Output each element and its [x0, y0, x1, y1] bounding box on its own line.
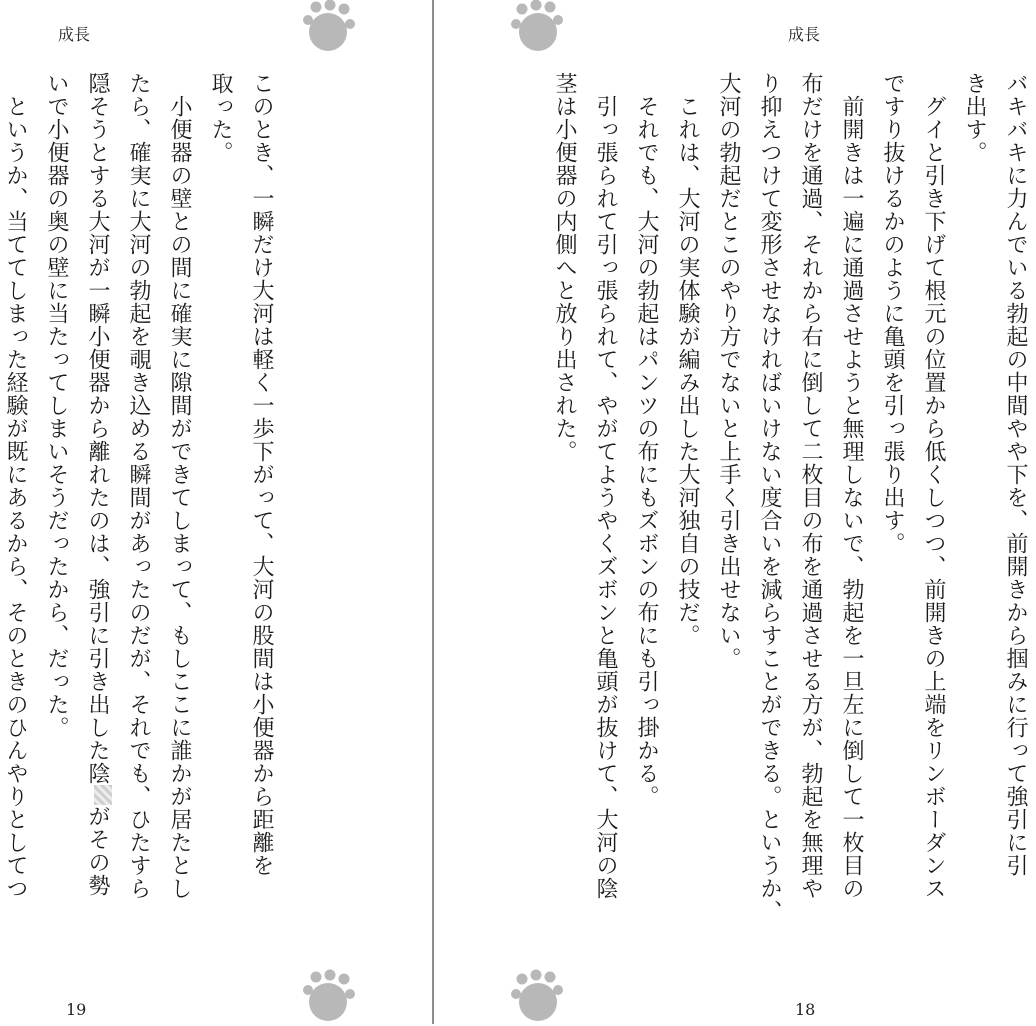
text-column: ですり抜けるかのように亀頭を引っ張り出す。: [880, 72, 905, 555]
text-column: 大河の勃起だとこのやり方でないと上手く引き出せない。: [716, 72, 741, 670]
text-column: このとき、一瞬だけ大河は軽く一歩下がって、大河の股間は小便器から距離を: [249, 72, 274, 877]
text-column: 布だけを通過、それから右に倒して二枚目の布を通過させる方が、勃起を無理や: [798, 72, 823, 900]
text-column: り抑えつけて変形させなければいけない度合いを減らすことができる。というか、: [757, 72, 782, 923]
paw-print-icon: [510, 0, 566, 56]
text-column: 引っ張られて引っ張られて、やがてようやくズボンと亀頭が抜けて、大河の陰: [593, 72, 618, 900]
text-column: 取った。: [208, 72, 233, 164]
censor-mosaic: [94, 785, 112, 805]
text-column: いで小便器の奥の壁に当たってしまいそうだったから、だった。: [44, 72, 69, 739]
text-column: 茎は小便器の内側へと放り出された。: [552, 72, 577, 463]
body-text-left: [0, 72, 282, 992]
text-column: バキバキに力んでいる勃起の中間やや下を、前開きから掴みに行って強引に引: [1003, 72, 1028, 877]
text-column: これは、大河の実体験が編み出した大河独自の技だ。: [675, 72, 700, 647]
left-page: [0, 0, 432, 1024]
running-head-left: 成長: [58, 25, 91, 44]
text-column: それでも、大河の勃起はパンツの布にもズボンの布にも引っ掛かる。: [634, 72, 659, 808]
text-column: たら、確実に大河の勃起を覗き込める瞬間があったのだが、それでも、ひたすら: [126, 72, 151, 900]
text-column: き出す。: [962, 72, 987, 164]
text-column: というか、当ててしまった経験が既にあるから、そのときのひんやりとしてつ: [3, 72, 28, 900]
text-column: 小便器の壁との間に確実に隙間ができてしまって、もしここに誰かが居たとし: [167, 72, 192, 900]
text-column: グイと引き下げて根元の位置から低くしつつ、前開きの上端をリンボーダンス: [921, 72, 946, 900]
right-page: [435, 0, 1028, 1024]
paw-print-icon: [300, 0, 356, 56]
paw-print-icon: [300, 970, 356, 1026]
text-column: 前開きは一遍に通過させようと無理しないで、勃起を一旦左に倒して一枚目の: [839, 72, 864, 900]
text-column-masked: 隠そうとする大河が一瞬小便器から離れたのは、強引に引き出した陰がその勢: [85, 72, 110, 897]
page-number-right: 18: [795, 1000, 816, 1019]
page-gutter: [432, 0, 434, 1024]
body-text-right: [544, 72, 1036, 992]
running-head-right: 成長: [788, 25, 821, 44]
paw-print-icon: [510, 970, 566, 1026]
page-number-left: 19: [66, 1000, 87, 1019]
